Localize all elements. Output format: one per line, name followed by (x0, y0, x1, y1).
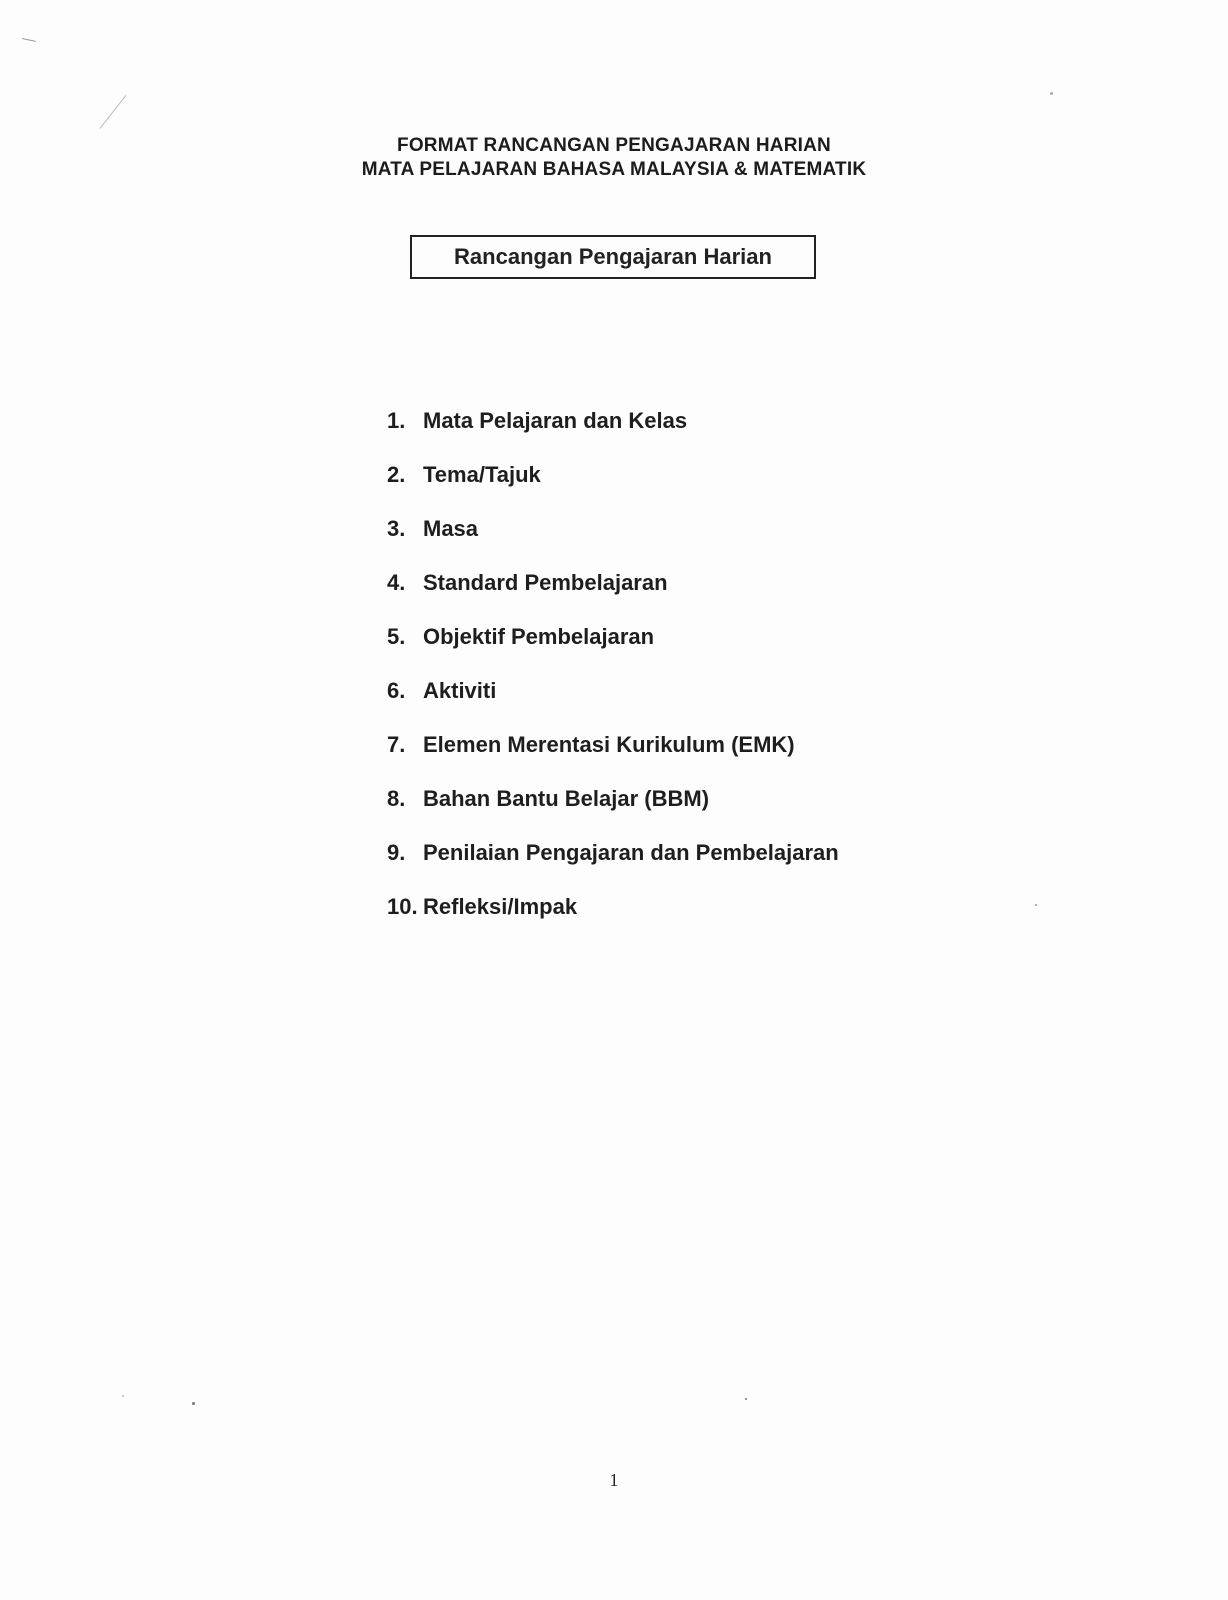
item-number: 7. (387, 732, 406, 757)
item-label: Refleksi/Impak (423, 894, 578, 919)
list-item (387, 840, 839, 894)
scan-speck (1035, 904, 1037, 906)
item-label: Standard Pembelajaran (423, 570, 668, 595)
item-number: 9. (387, 840, 406, 865)
list-item (387, 462, 839, 516)
list-item (387, 786, 839, 840)
item-number: 2. (387, 462, 406, 487)
item-number: 10. (387, 894, 418, 919)
item-label: Masa (423, 516, 479, 541)
header-line-1: FORMAT RANCANGAN PENGAJARAN HARIAN (397, 135, 831, 156)
item-label: Penilaian Pengajaran dan Pembelajaran (423, 840, 839, 865)
document-header (0, 134, 1228, 182)
item-number: 3. (387, 516, 406, 541)
item-label: Elemen Merentasi Kurikulum (EMK) (423, 732, 795, 757)
item-list (387, 408, 839, 948)
list-item (387, 678, 839, 732)
scan-scratch (100, 95, 127, 129)
list-item (387, 624, 839, 678)
item-label: Bahan Bantu Belajar (BBM) (423, 786, 710, 811)
title-box (410, 235, 816, 279)
list-item (387, 570, 839, 624)
scan-speck (192, 1402, 195, 1405)
item-label: Aktiviti (423, 678, 497, 703)
scan-scratch (22, 38, 36, 42)
scan-speck (122, 1395, 124, 1397)
page-number: 1 (609, 1470, 619, 1490)
list-item (387, 516, 839, 570)
list-item (387, 408, 839, 462)
item-number: 4. (387, 570, 406, 595)
box-title: Rancangan Pengajaran Harian (454, 244, 772, 269)
item-label: Tema/Tajuk (423, 462, 541, 487)
scan-speck (745, 1398, 747, 1400)
item-number: 1. (387, 408, 406, 433)
scan-speck (1050, 92, 1053, 95)
item-label: Objektif Pembelajaran (423, 624, 655, 649)
list-item (387, 894, 839, 948)
header-line-2: MATA PELAJARAN BAHASA MALAYSIA & MATEMATIK (361, 159, 867, 180)
item-number: 6. (387, 678, 406, 703)
item-number: 8. (387, 786, 406, 811)
item-number: 5. (387, 624, 406, 649)
list-item (387, 732, 839, 786)
item-label: Mata Pelajaran dan Kelas (423, 408, 688, 433)
